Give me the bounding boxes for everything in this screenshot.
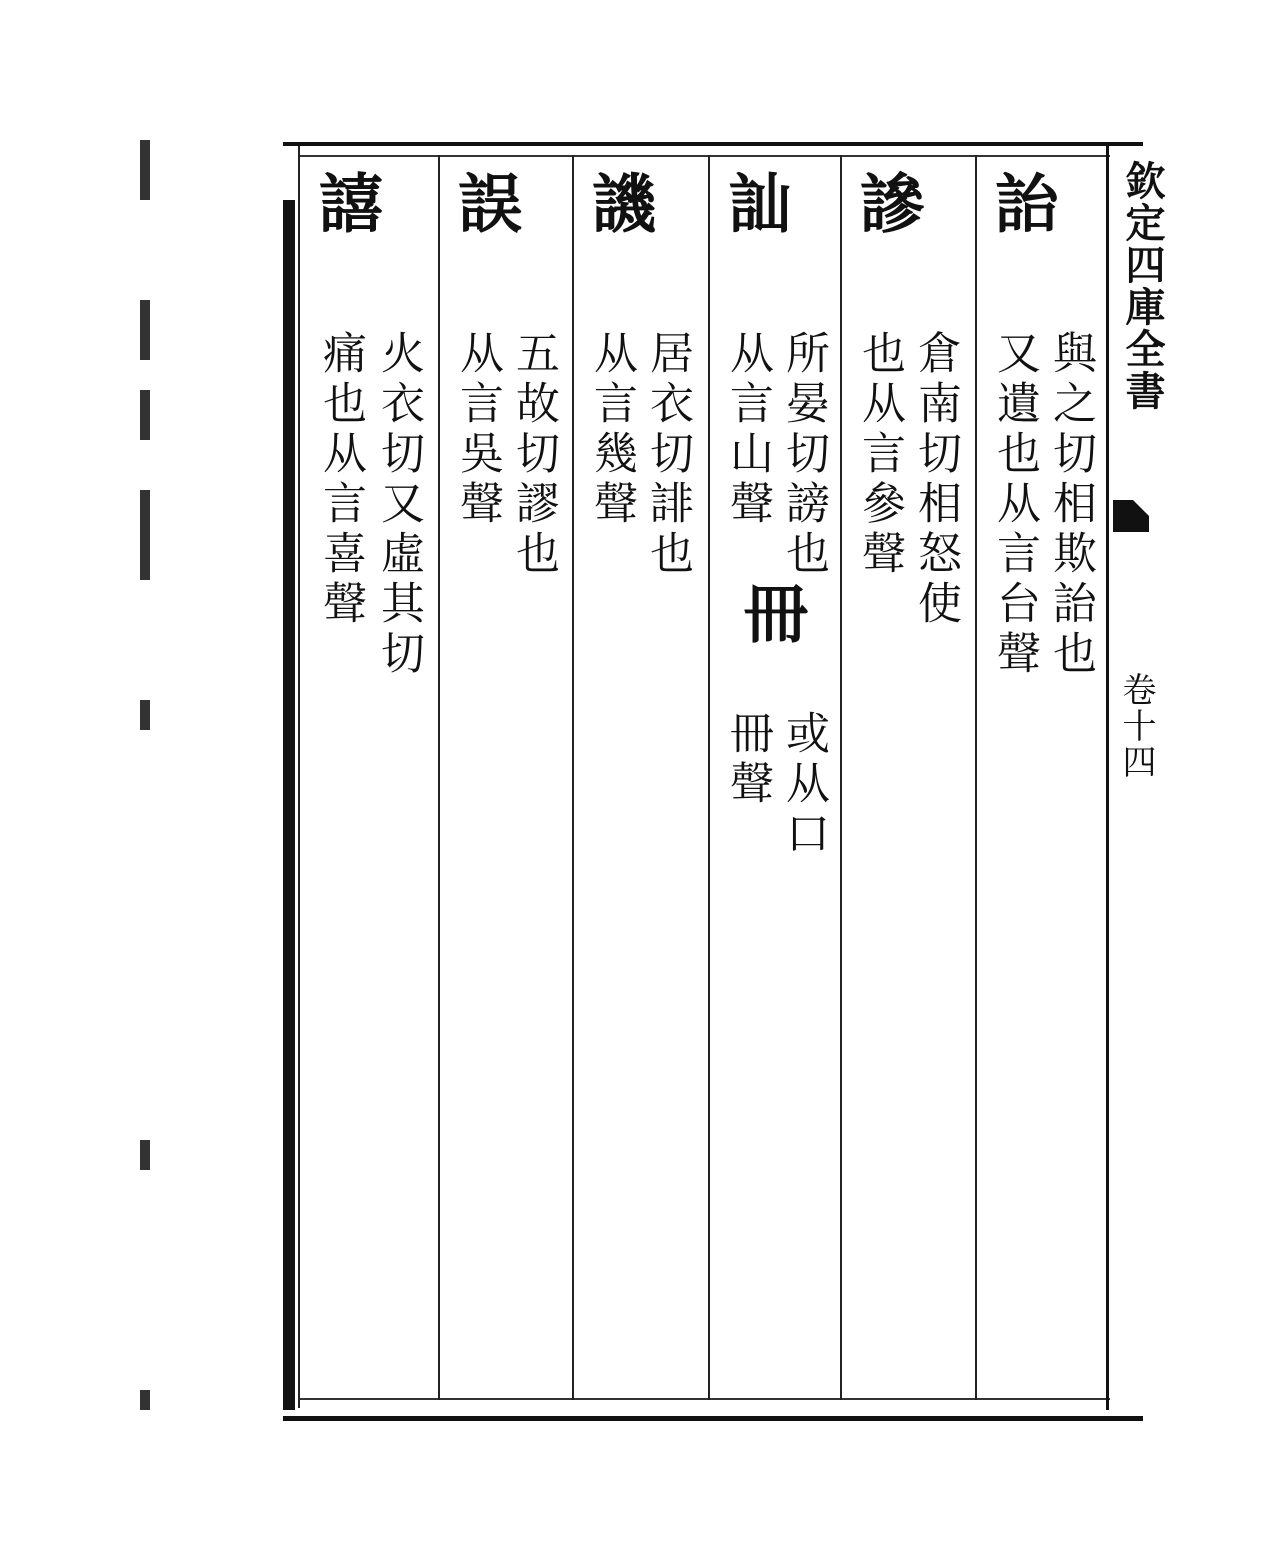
entry-text-line: 痛也从言喜聲 <box>315 330 366 630</box>
frame-right-border <box>1106 146 1109 1410</box>
column-rule <box>708 155 710 1400</box>
entry-text-line: 冊聲 <box>722 710 773 810</box>
seal-character: 詒 <box>984 170 1059 236</box>
margin-title: 欽定四庫全書 <box>1119 160 1166 412</box>
seal-character: 譆 <box>308 170 383 236</box>
entry-column <box>575 160 708 1390</box>
entry-column <box>302 160 438 1390</box>
entry-text-line: 所晏切謗也 <box>778 330 829 580</box>
column-rule <box>572 155 574 1400</box>
entry-text-line: 从言吳聲 <box>452 330 503 530</box>
entry-column <box>711 160 840 1390</box>
entry-column <box>978 160 1106 1390</box>
entry-text-line: 五故切謬也 <box>508 330 559 580</box>
entry-column <box>441 160 572 1390</box>
entry-text-line: 从言山聲 <box>722 330 773 530</box>
frame-inner-top-line <box>300 155 1110 157</box>
fish-tail-mark-icon <box>1113 496 1149 536</box>
entry-text-line: 倉南切相怒使 <box>910 330 961 630</box>
column-rule <box>840 155 842 1400</box>
frame-inner-bottom-line <box>300 1398 1110 1400</box>
entry-text-line: 與之切相欺詒也 <box>1045 330 1096 680</box>
seal-character: 譏 <box>581 170 656 236</box>
entry-text-line: 也从言參聲 <box>854 330 905 580</box>
margin-volume: 卷十四 <box>1116 672 1156 780</box>
frame-left-border <box>283 200 295 1410</box>
seal-character: 訕 <box>717 170 792 236</box>
column-rule <box>975 155 977 1400</box>
entry-text-line: 或从口 <box>778 710 829 860</box>
seal-character: 謲 <box>849 170 924 236</box>
entry-text-line: 又遺也从言台聲 <box>989 330 1040 680</box>
entry-text-line: 火衣切又虛其切 <box>373 330 424 680</box>
facing-page-bleed <box>138 140 154 1410</box>
seal-character-variant: 冊 <box>733 580 808 646</box>
frame-left-inner-line <box>298 146 300 1408</box>
column-rule <box>438 155 440 1400</box>
entry-column <box>843 160 975 1390</box>
entry-text-line: 居衣切誹也 <box>642 330 693 580</box>
entry-text-line: 从言幾聲 <box>586 330 637 530</box>
seal-character: 誤 <box>447 170 522 236</box>
